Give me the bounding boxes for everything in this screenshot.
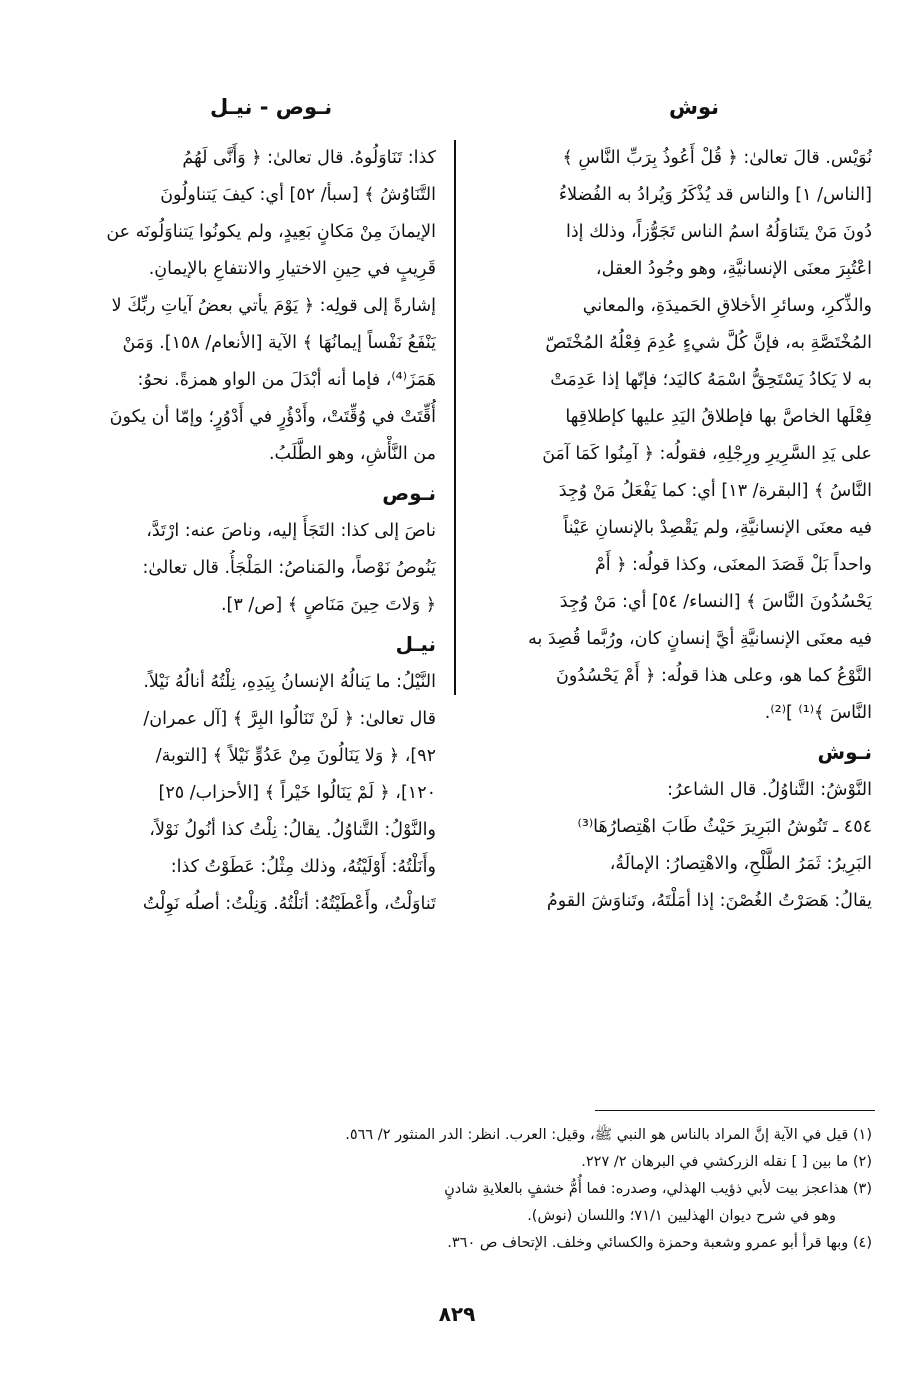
text-line: يقالُ: هَصَرْتُ الغُصْنَ: إذا أمَلْتَهُ، وتَناوَشَ القومُ [546,891,872,911]
text-line: يَنْفَعُ نَفْساً إيمانُهَا ﴾ الآية [الأنعام/ ١٥٨]. وَمَنْ [122,333,436,353]
text-line: النَّاسُ ﴾ [البقرة/ ١٣] أي: كما يَفْعَلُ مَنْ وُجِدَ [558,481,872,501]
text-line: من النَّأْشِ، وهو الطَّلَبُ. [268,444,436,464]
left-column [32,140,436,923]
text-line: هَمَزَ⁽⁴⁾، فإما أنه أبْدَلَ من الواو همزةً. نحوُ: [137,370,436,390]
text-line: واحداً بَلْ قَصَدَ المعنَى، وكذا قولُه: ﴿ أَمْ [594,555,872,575]
text-line: فِعْلَها الخاصَّ بها فإطلاقُ اليَدِ عليها كإطلاقِها [565,407,872,427]
text-line: قَرِيبٍ في حِينِ الاختيارِ والانتفاعِ بالإيمانِ. [148,259,436,279]
text-line: على يَدِ السَّرِيرِ ورِجْلِهِ، فقولُه: ﴿ آمِنُوا كَمَا آمَنَ [542,444,872,464]
page-number: ٨٢٩ [438,1302,476,1326]
text-line: فيه معنَى الإنسانيَّةِ أيَّ إنسانٍ كان، ورُبَّما قُصِدَ به [528,629,872,649]
verse-line: ٤٥٤ ـ تَنُوشُ البَرِيرَ حَيْثُ طَابَ اهْتِصارُهَا⁽³⁾ [577,817,872,837]
text-line: يَنُوصُ نَوْصاً، والمَناصُ: المَلْجَأُ. قال تعالىٰ: [142,558,436,578]
footnote-2: (٢) ما بين [ ] نقله الزركشي في البرهان ٢/ ٢٢٧. [581,1154,872,1170]
text-line: [الناس/ ١] والناس قد يُذْكَرُ وَيُرادُ به الفُضلاءُ [558,185,872,205]
footnote-4: (٤) وبها قرأ أبو عمرو وشعبة وحمزة والكسائي وخلف. الإتحاف ص ٣٦٠. [447,1235,872,1251]
text-line: ١٢٠]، ﴿ لَمْ يَنَالُوا خَيْراً ﴾ [الأحزاب/ ٢٥] [158,783,436,803]
text-line: التَّنَاوُشُ ﴾ [سبأ/ ٥٢] أي: كيفَ يَتناولُونَ [160,185,436,205]
running-head-right: نوش [668,95,719,119]
entry-heading-nawsh: نـوش [817,740,872,764]
text-line: النَّيْلُ: ما يَنالُهُ الإنسانُ بِيَدِهِ، نِلْتُهُ أنالُهُ نَيْلاً. [143,672,436,692]
text-line: النَّوْعُ كما هو، وعلى هذا قولُه: ﴿ أَمْ يَحْسُدُونَ [556,666,872,686]
footnote-3-continuation: وهو في شرح ديوان الهذليين ٧١/١؛ واللسان (نوش). [527,1208,836,1224]
entry-heading-nayl: نيـل [395,632,436,656]
text-line: النَّاسَ ﴾⁽¹⁾ ]⁽²⁾. [764,703,872,723]
right-column [486,140,872,920]
text-line: والذِّكرِ، وسائرِ الأخلاقِ الحَميدَةِ، والمعاني [582,296,872,316]
text-line: المُخْتَصَّةِ به، فإنَّ كُلَّ شيءٍ عُدِمَ فِعْلُهُ المُخْتَصّ [545,333,872,353]
entry-heading-naws: نـوص [382,481,436,505]
text-line: دُونَ مَنْ يتَناوَلُهُ اسمُ الناس تَجَوُّزاً، وذلك إذا [565,222,872,242]
column-divider [454,140,456,695]
footnote-separator [595,1110,875,1111]
footnote-1: (١) قيل في الآية إنَّ المراد بالناس هو النبي ﷺ، وقيل: العرب. انظر: الدر المنثور ٢/ ٥٦٦. [345,1127,872,1143]
text-line: إشارةً إلى قولِه: ﴿ يَوْمَ يأتي بعضُ آياتِ ربِّكَ لا [111,296,436,316]
text-line: يَحْسُدُونَ النَّاسَ ﴾ [النساء/ ٥٤] أي: مَنْ وُجِدَ [559,592,872,612]
text-line: أُقِّتَتْ في وُقِّتَتْ، وأَدْؤُرٍ في أَدْوُرٍ؛ وإمّا أن يكونَ [109,407,436,427]
text-line: قال تعالىٰ: ﴿ لَنْ تَنَالُوا البِرَّ ﴾ [آل عمران/ [143,709,436,729]
text-line: نُوَيْس. قالَ تعالىٰ: ﴿ قُلْ أَعُوذُ بِرَبِّ النَّاسِ ﴾ [562,148,872,168]
text-line: ﴿ وَلاتَ حِينَ مَنَاصٍ ﴾ [ص/ ٣]. [220,595,436,615]
text-line: الإيمانَ مِنْ مَكانٍ بَعِيدٍ، ولم يكونُوا يَتناوَلُونَه عن [106,222,436,242]
text-line: والنَّوْلُ: التَّناوُلُ. يقالُ: نِلْتُ كذا أنُولُ نَوْلاً، [149,820,436,840]
text-line: اعْتُبِرَ معنَى الإنسانيَّةِ، وهو وجُودُ العقل، [595,259,872,279]
text-line: كذا: تَنَاوَلُوهُ. قال تعالىٰ: ﴿ وَأَنَّى لَهُمُ [182,148,436,168]
running-head-left: نـوص - نيـل [210,95,333,119]
text-line: النَّوْشُ: التَّناوُلُ. قال الشاعرُ: [667,780,872,800]
footnotes [32,1122,872,1257]
footnote-3: (٣) هذاعجز بيت لأبي ذؤيب الهذلي، وصدره: فما أُمُّ خشفٍ بالعلايةِ شادنٍ [444,1181,872,1197]
text-line: فيه معنَى الإنسانيَّةِ، ولم يَقْصِدْ بالإنسانِ عَيْناً [563,518,872,538]
text-line: وأَنَلْتُهُ: أَوْلَيْتُهُ، وذلك مِثْلُ: عَطَوْتُ كذا: [170,857,436,877]
text-line: تَناوَلْتُ، وأَعْطَيْتُهُ: أنَلْتُهُ. وَنِلْتُ: أصلُه نَوِلْتُ [142,894,436,914]
text-line: البَرِيرُ: ثَمَرُ الطَّلْحِ، والاهْتِصارُ: الإمالَةُ، [609,854,872,874]
text-line: ٩٢]، ﴿ وَلا يَنَالُونَ مِنْ عَدُوٍّ نَيْلاً ﴾ [التوبة/ [155,746,436,766]
text-line: به لا يَكادُ يَسْتَحِقُّ اسْمَهُ كاليَد؛ فإنّها إذا عَدِمَتْ [550,370,872,390]
text-line: ناصَ إلى كذا: التَجَأَ إليه، وناصَ عنه: ارْتَدَّ، [146,521,436,541]
